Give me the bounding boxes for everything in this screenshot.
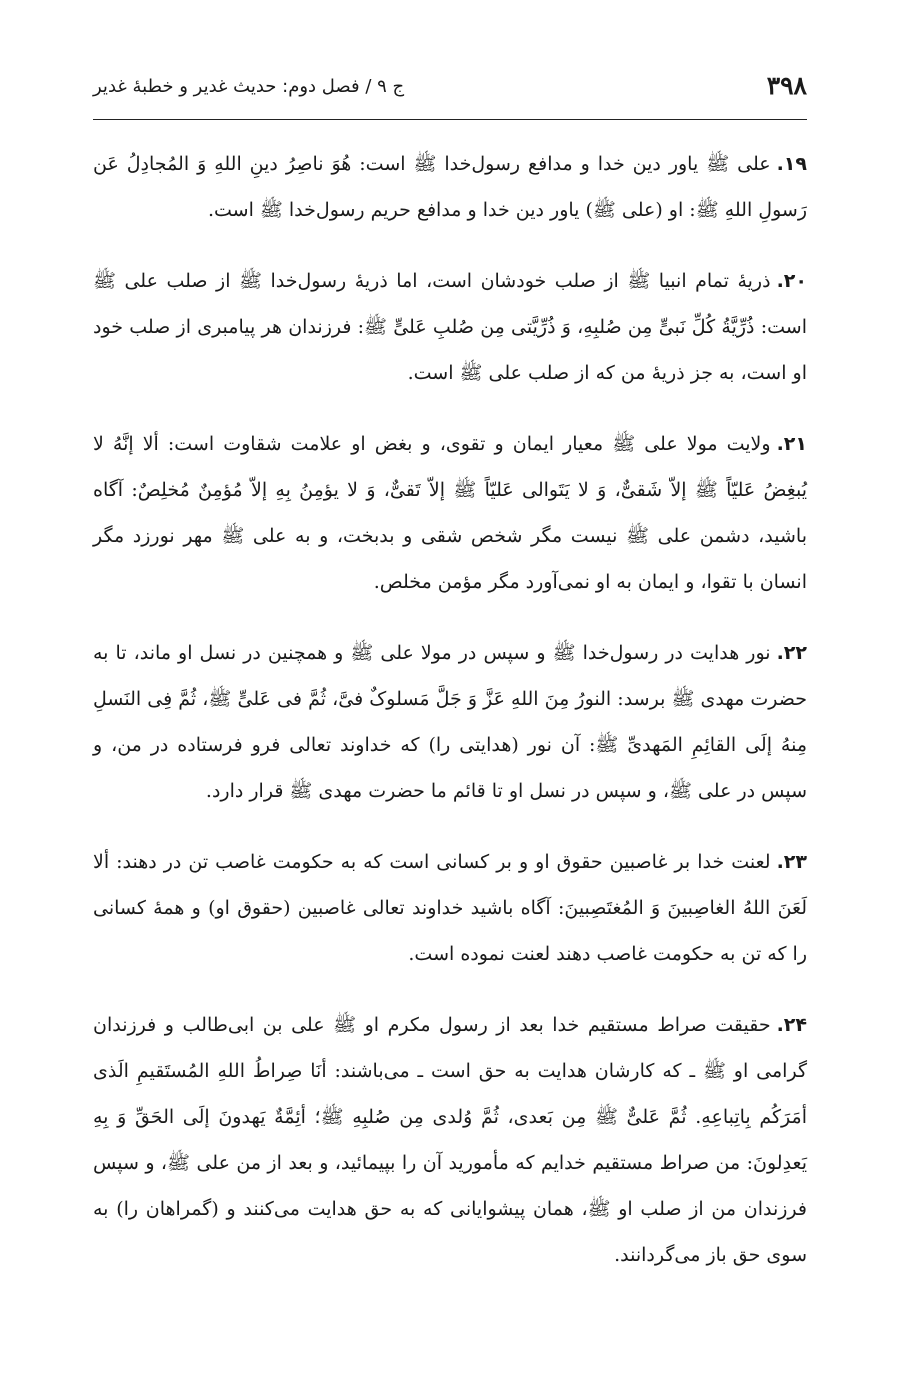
paragraph-text: حقیقت صراط مستقیم خدا بعد از رسول مکرم او ﷺ علی بن ابی‌طالب و فرزندان گرامی او ﷺ ـ که کارشان هدایت به حق است ـ می‌باشند: أنَا صِراطُ اللهِ المُستَقیمِ الَذی أمَرَکُم بِاتِباعِهِ. ثُمَّ عَلیٌّ ﷺ مِن بَعدی، ثُمَّ وُلدی مِن صُلبِهِ ﷺ؛ أئِمَّةٌ یَهدونَ إلَی الحَقِّ وَ بِهِ یَعدِلونَ: من صراط مستقیم خدایم که مأمورید آن را بپیمائید، و بعد از من علی ﷺ، و سپس فرزندان من از صلب او ﷺ، همان پیشوایانی که به حق هدایت می‌کنند و (گمراهان را) به سوی حق باز می‌گردانند.: [93, 1014, 807, 1266]
paragraph-number: ۲۲.: [776, 642, 807, 664]
page-number: ۳۹۸: [766, 71, 807, 100]
paragraph-number: ۲۳.: [776, 851, 807, 873]
paragraph-24: [93, 1002, 807, 1278]
paragraph-23: [93, 839, 807, 977]
paragraph-number: ۲۴.: [776, 1014, 807, 1036]
running-head: ج ۹ / فصل دوم: حدیث غدیر و خطبهٔ غدیر: [93, 76, 405, 97]
paragraph-number: ۲۱.: [776, 433, 807, 455]
header-divider: [93, 119, 807, 120]
paragraph-22: [93, 630, 807, 814]
paragraph-20: [93, 258, 807, 396]
paragraph-number: ۱۹.: [776, 153, 807, 175]
paragraph-text: نور هدایت در رسول‌خدا ﷺ و سپس در مولا علی ﷺ و همچنین در نسل او ماند، تا به حضرت مهدی ﷺ برسد: النورُ مِنَ اللهِ عَزَّ وَ جَلَّ مَسلوکٌ فیَّ، ثُمَّ فی عَلیٍّ ﷺ، ثُمَّ فِی النَسلِ مِنهُ إلَی القائِمِ المَهدیِّ ﷺ: آن نور (هدایتی را) که خداوند تعالی فرو فرستاده در من، و سپس در علی ﷺ، و سپس در نسل او تا قائم ما حضرت مهدی ﷺ قرار دارد.: [93, 642, 807, 802]
page-body: [93, 141, 807, 1303]
paragraph-text: لعنت خدا بر غاصبین حقوق او و بر کسانی است که به حکومت غاصب تن در دهند: ألا لَعَنَ اللهُ الغاصِبینَ وَ المُغتَصِبینَ: آگاه باشید خداوند تعالی غاصبین (حقوق او) و همهٔ کسانی را که تن به حکومت غاصب دهند لعنت نموده است.: [93, 851, 807, 965]
paragraph-text: علی ﷺ یاور دین خدا و مدافع رسول‌خدا ﷺ است: هُوَ ناصِرُ دینِ اللهِ وَ المُجادِلُ عَن رَسولِ اللهِ ﷺ: او (علی ﷺ) یاور دین خدا و مدافع حریم رسول‌خدا ﷺ است.: [93, 153, 807, 221]
paragraph-text: ولایت مولا علی ﷺ معیار ایمان و تقوی، و بغض او علامت شقاوت است: ألا إنَّهُ لا یُبغِضُ عَلیّاً ﷺ إلاّ شَقیٌّ، وَ لا یَتَوالی عَلیّاً ﷺ إلاّ تَقیٌّ، وَ لا یؤمِنُ بِهِ إلاّ مُؤمِنٌ مُخلِصٌ: آگاه باشید، دشمن علی ﷺ نیست مگر شخص شقی و بدبخت، و به علی ﷺ مهر نورزد مگر انسان با تقوا، و ایمان به او نمی‌آورد مگر مؤمن مخلص.: [93, 433, 807, 593]
page-header: [93, 66, 807, 114]
paragraph-text: ذریهٔ تمام انبیا ﷺ از صلب خودشان است، اما ذریهٔ رسول‌خدا ﷺ از صلب علی ﷺ است: ذُرِّیَّةُ کُلِّ نَبیٍّ مِن صُلبِهِ، وَ ذُرِّیَّتی مِن صُلبِ عَلیٍّ ﷺ: فرزندان هر پیامبری از صلب خود او است، به جز ذریهٔ من که از صلب علی ﷺ است.: [93, 270, 807, 384]
paragraph-21: [93, 421, 807, 605]
paragraph-19: [93, 141, 807, 233]
paragraph-number: ۲۰.: [776, 270, 807, 292]
